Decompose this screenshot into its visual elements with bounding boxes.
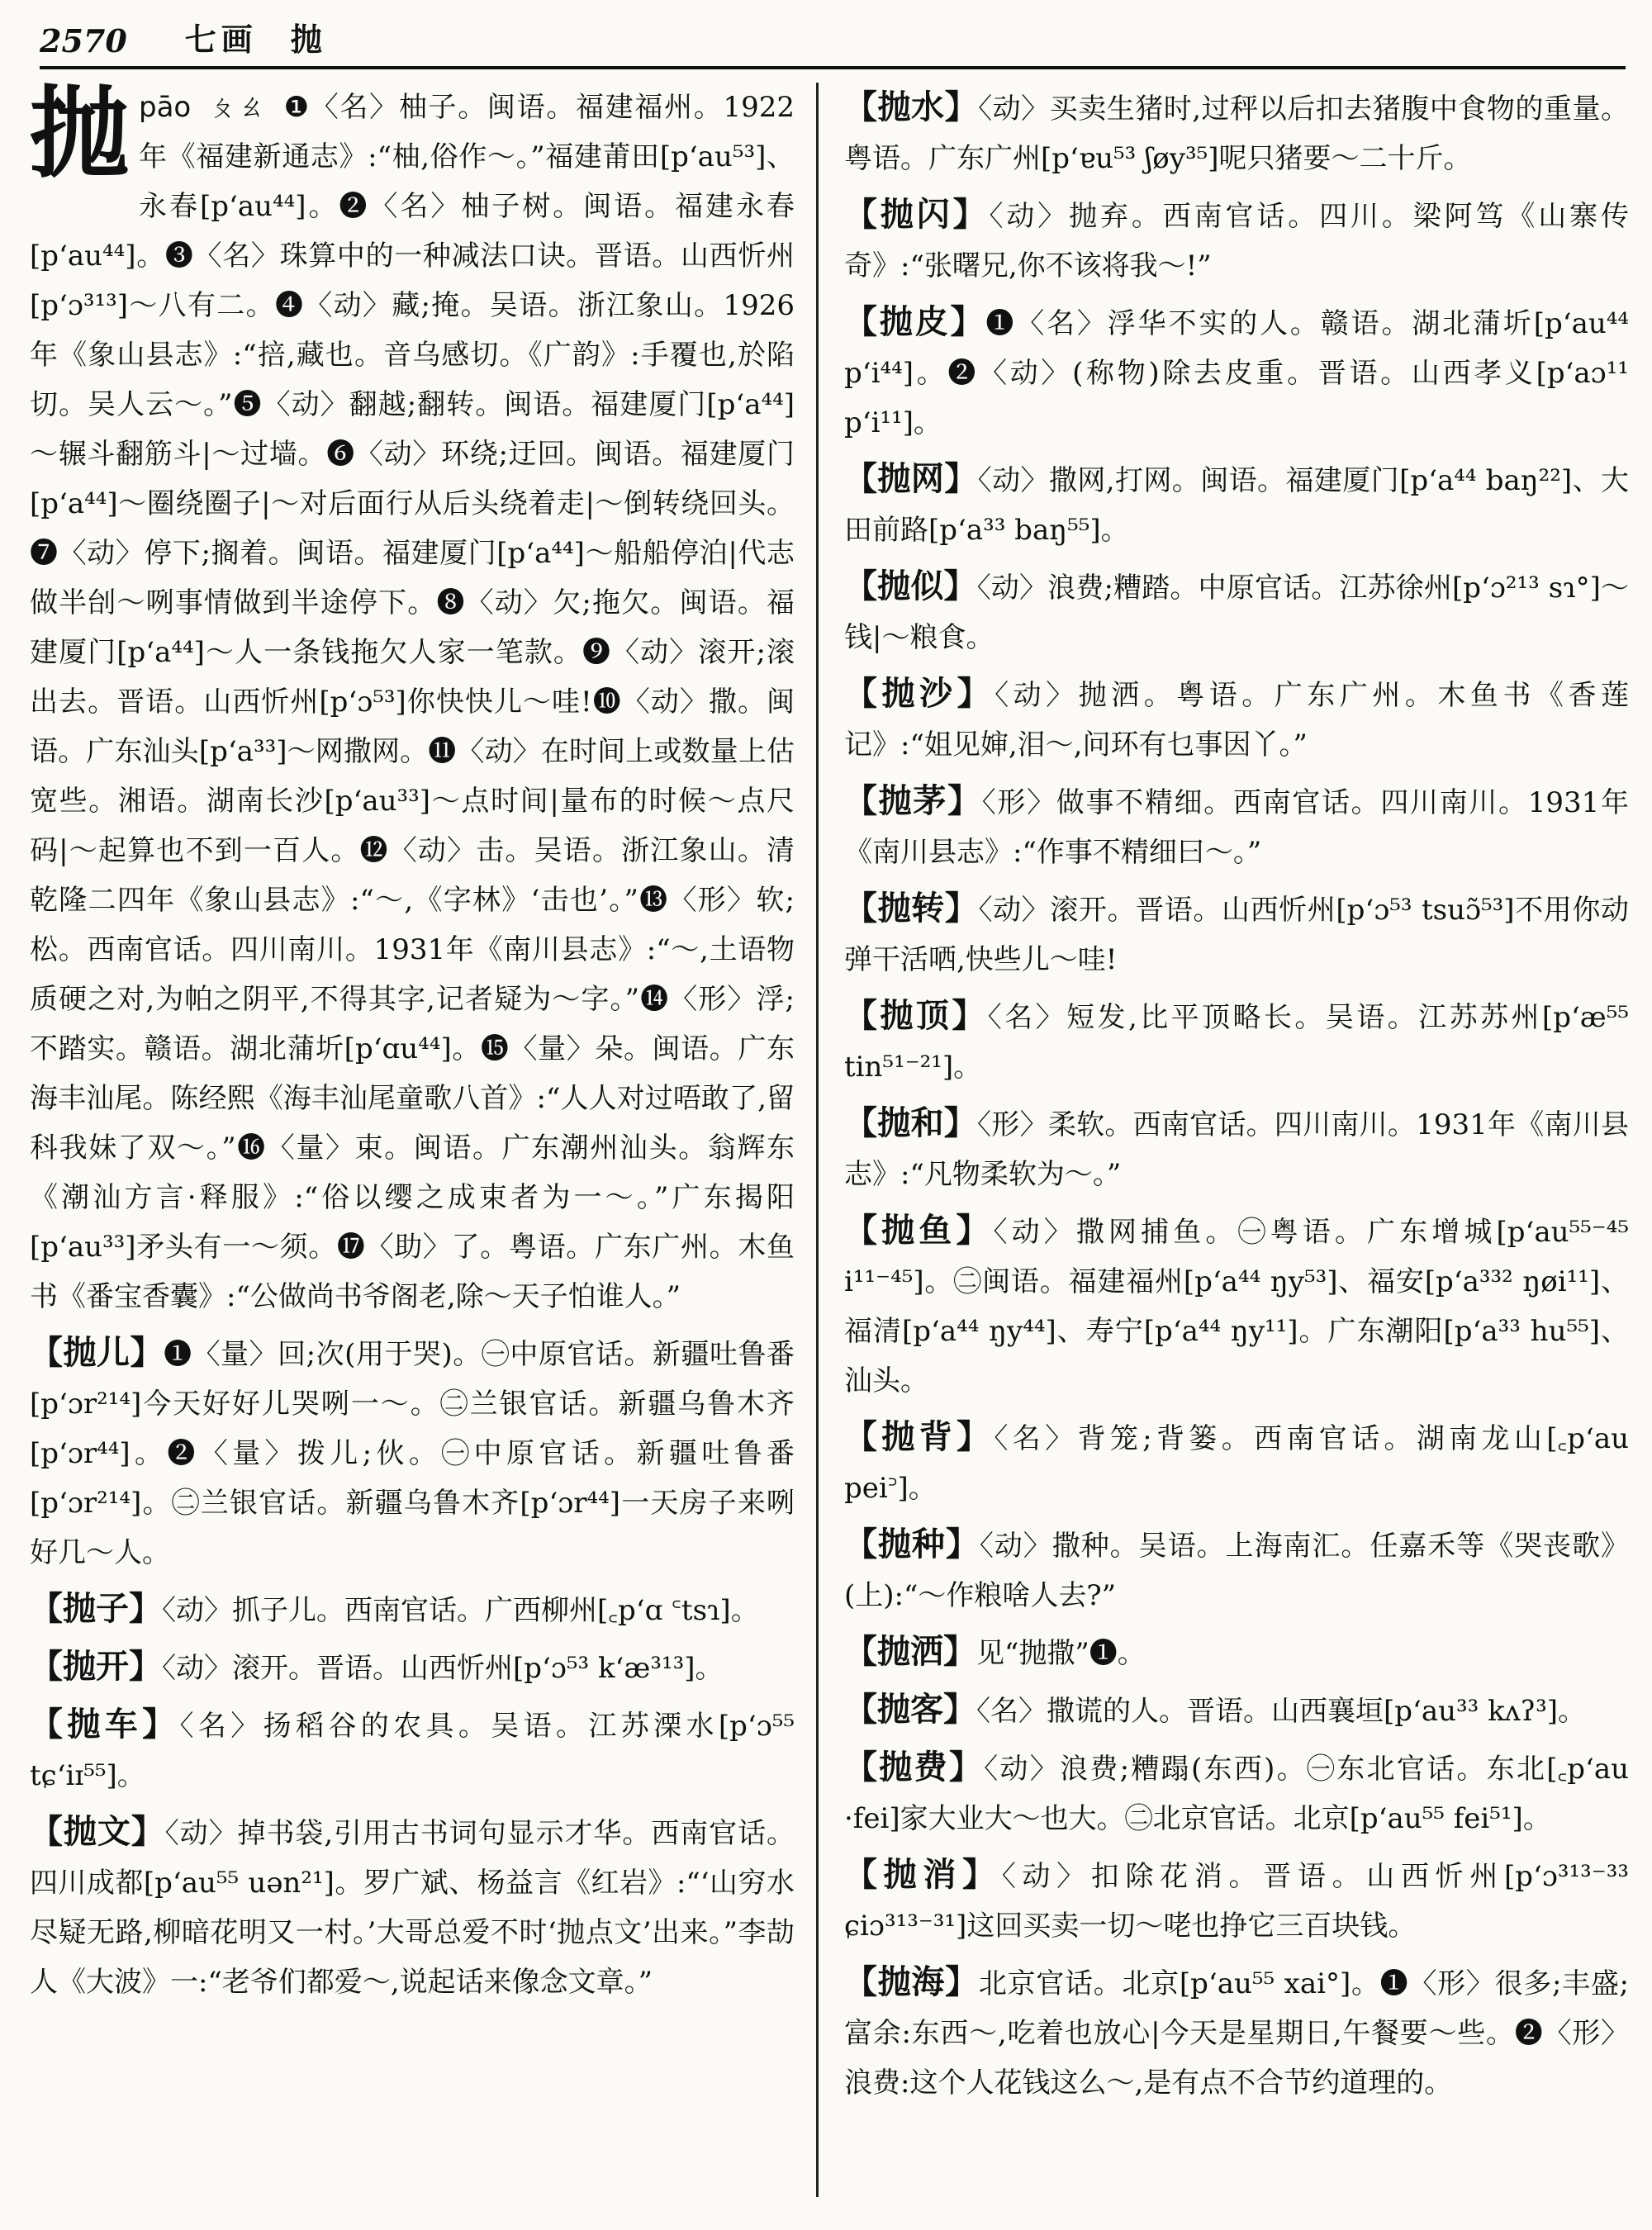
main-entry-definition: ❶〈名〉柚子。闽语。福建福州。1922年《福建新通志》:“柚,俗作～。”福建莆田[p‘au⁵³]、永春[p‘au⁴⁴]。❷〈名〉柚子树。闽语。福建永春[p‘au⁴⁴]。❸〈名〉珠算中的一种减法口诀。晋语。山西忻州[p‘ɔ³¹³]～八有二。❹〈动〉藏;掩。吴语。浙江象山。1926年《象山县志》:“掊,藏也。音乌感切。《广韵》:手覆也,於陷切。吴人云～。”❺〈动〉翻越;翻转。闽语。福建厦门[p‘a⁴⁴]～辗斗翻筋斗|～过墙。❻〈动〉环绕;迂回。闽语。福建厦门[p‘a⁴⁴]～圈绕圈子|～对后面行从后头绕着走|～倒转绕回头。❼〈动〉停下;搁着。闽语。福建厦门[p‘a⁴⁴]～船船停泊|代志做半刣～咧事情做到半途停下。❽〈动〉欠;拖欠。闽语。福建厦门[p‘a⁴⁴]～人一条钱拖欠人家一笔款。❾〈动〉滚开;滚出去。晋语。山西忻州[p‘ɔ⁵³]你快快儿～哇!❿〈动〉撒。闽语。广东汕头[p‘a³³]～网撒网。⓫〈动〉在时间上或数量上估宽些。湘语。湖南长沙[p‘au³³]～点时间|量布的时候～点尺码|～起算也不到一百人。⓬〈动〉击。吴语。浙江象山。清乾隆二四年《象山县志》:“～,《字林》‘击也’。”⓭〈形〉软;松。西南官话。四川南川。1931年《南川县志》:“～,土语物质硬之对,为帕之阴平,不得其字,记者疑为～字。”⓮〈形〉浮;不踏实。赣语。湖北蒲圻[p‘ɑu⁴⁴]。⓯〈量〉朵。闽语。广东海丰汕尾。陈经熙《海丰汕尾童歌八首》:“人人对过唔敢了,留科我妹了双～。”⓰〈量〉束。闽语。广东潮州汕头。翁辉东《潮汕方言·释服》:“俗以缨之成束者为一～。”广东揭阳[p‘au³³]矛头有一～须。⓱〈助〉了。粤语。广东广州。木鱼书《番宝香囊》:“公做尚书爷阁老,除～天子怕谁人。” [30, 91, 795, 1313]
dictionary-entry [844, 1627, 1629, 1678]
entry-definition: 〈动〉浪费;糟蹋(东西)。㊀东北官话。东北[꜀p‘au ·fei]家大业大～也大。㊁北京官话。北京[p‘au⁵⁵ fei⁵¹]。 [844, 1753, 1629, 1835]
dictionary-entry [30, 1584, 795, 1635]
dictionary-entry [844, 1412, 1629, 1513]
dictionary-entry [844, 1206, 1629, 1406]
dictionary-entry [844, 776, 1629, 877]
entry-headword: 【抛车】 [30, 1705, 180, 1744]
dictionary-entry [844, 991, 1629, 1092]
dictionary-entry [844, 1743, 1629, 1843]
dictionary-entry [30, 1807, 795, 2007]
entry-headword: 【抛背】 [844, 1417, 995, 1456]
entry-definition: ❶〈量〉回;次(用于哭)。㊀中原官话。新疆吐鲁番[p‘ɔr²¹⁴]今天好好儿哭咧一～。㊁兰银官话。新疆乌鲁木齐[p‘ɔr⁴⁴]。❷〈量〉拨儿;伙。㊀中原官话。新疆吐鲁番[p‘ɔr²¹⁴]。㊁兰银官话。新疆乌鲁木齐[p‘ɔr⁴⁴]一天房子来咧好几～人。 [30, 1338, 795, 1569]
left-column [30, 83, 795, 2205]
entry-definition: 〈动〉撒种。吴语。上海南汇。任嘉禾等《哭丧歌》(上):“～作粮啥人去?” [844, 1530, 1629, 1612]
main-entry [30, 83, 795, 1321]
entry-headword: 【抛茅】 [844, 781, 982, 820]
entry-definition: 〈动〉撒网捕鱼。㊀粤语。广东增城[p‘au⁵⁵⁻⁴⁵ i¹¹⁻⁴⁵]。㊁闽语。福建福州[p‘a⁴⁴ ŋy⁵³]、福安[p‘a³³² ŋøi¹¹]、福清[p‘a⁴⁴ ŋy⁴⁴]、寿宁[p‘a⁴⁴ ŋy¹¹]。广东潮阳[p‘a³³ hu⁵⁵]、汕头。 [844, 1216, 1629, 1397]
dictionary-entry [30, 1328, 795, 1578]
dictionary-entry [844, 562, 1629, 662]
right-entry-list [844, 83, 1629, 2108]
page-number: 2570 [40, 22, 127, 59]
running-header [40, 20, 1626, 69]
entry-definition: 〈动〉滚开。晋语。山西忻州[p‘ɔ⁵³ k‘æ³¹³]。 [162, 1652, 724, 1685]
dictionary-entry [844, 1520, 1629, 1620]
right-column [844, 83, 1629, 2205]
entry-definition: 〈动〉浪费;糟踏。中原官话。江苏徐州[p‘ɔ²¹³ sɿ°]～钱|～粮食。 [844, 572, 1629, 654]
entry-headword: 【抛儿】 [30, 1333, 164, 1372]
main-entry-character: 抛 [30, 83, 129, 192]
dictionary-entry [844, 1685, 1629, 1736]
entry-headword: 【抛顶】 [844, 996, 988, 1035]
dictionary-entry [844, 1098, 1629, 1199]
entry-headword: 【抛客】 [844, 1690, 976, 1729]
entry-headword: 【抛洒】 [844, 1632, 976, 1671]
dictionary-entry [844, 83, 1629, 183]
entry-definition: 〈动〉抛洒。粤语。广东广州。木鱼书《香莲记》:“姐见婶,泪～,问环有乜事因丫。” [844, 679, 1629, 762]
entry-definition: 〈动〉抓子儿。西南官话。广西柳州[꜀p‘ɑ ꜂tsɿ]。 [162, 1594, 759, 1627]
entry-headword: 【抛和】 [844, 1103, 978, 1142]
entry-headword: 【抛消】 [844, 1855, 1002, 1894]
entry-definition: 〈动〉买卖生猪时,过秤以后扣去猪腹中食物的重量。粤语。广东广州[p‘ɐu⁵³ ʃøy³⁵]呢只猪要～二十斤。 [844, 93, 1629, 175]
dictionary-entry [844, 1850, 1629, 1951]
dictionary-entry [844, 884, 1629, 985]
entry-definition: 〈名〉背笼;背篓。西南官话。湖南龙山[꜀p‘au pei꜄]。 [844, 1422, 1629, 1505]
entry-headword: 【抛文】 [30, 1812, 165, 1851]
dictionary-entry [844, 1957, 1629, 2108]
column-divider [816, 83, 819, 2197]
dictionary-entry [30, 1642, 795, 1693]
entry-definition: 〈动〉抛弃。西南官话。四川。梁阿笃《山寨传奇》:“张曙兄,你不该将我～!” [844, 200, 1629, 282]
main-entry-zhuyin: ㄆㄠ [207, 91, 268, 124]
entry-definition: 〈形〉柔软。西南官话。四川南川。1931年《南川县志》:“凡物柔软为～。” [844, 1108, 1629, 1191]
entry-headword: 【抛海】 [844, 1962, 979, 2001]
header-character: 抛 [290, 21, 322, 58]
dictionary-entry [844, 190, 1629, 291]
dictionary-entry [844, 297, 1629, 448]
entry-headword: 【抛闪】 [844, 195, 990, 234]
dictionary-entry [844, 454, 1629, 555]
entry-definition: 〈动〉扣除花消。晋语。山西忻州[p‘ɔ³¹³⁻³³ ɕiɔ³¹³⁻³¹]这回买卖一切～咾也挣它三百块钱。 [844, 1860, 1629, 1943]
entry-headword: 【抛似】 [844, 567, 977, 605]
entry-definition: 〈名〉扬稻谷的农具。吴语。江苏溧水[p‘ɔ⁵⁵ tɕ‘iɪ⁵⁵]。 [30, 1710, 795, 1792]
entry-definition: 〈名〉短发,比平顶略长。吴语。江苏苏州[p‘æ⁵⁵ tin⁵¹⁻²¹]。 [844, 1001, 1629, 1084]
entry-definition: ❶〈名〉浮华不实的人。赣语。湖北蒲圻[p‘au⁴⁴ p‘i⁴⁴]。❷〈动〉(称物)除去皮重。晋语。山西孝义[p‘aɔ¹¹ p‘i¹¹]。 [844, 307, 1629, 439]
entry-headword: 【抛皮】 [844, 302, 986, 341]
section-heading: 七画 [184, 21, 258, 58]
entry-definition: 〈形〉做事不精细。西南官话。四川南川。1931年《南川县志》:“作事不精细曰～。” [844, 786, 1629, 869]
entry-headword: 【抛种】 [844, 1525, 980, 1563]
entry-definition: 〈动〉撒网,打网。闽语。福建厦门[p‘a⁴⁴ baŋ²²]、大田前路[p‘a³³ baŋ⁵⁵]。 [844, 464, 1629, 547]
entry-headword: 【抛开】 [30, 1647, 162, 1686]
left-entry-list [30, 1328, 795, 2007]
entry-definition: 〈动〉滚开。晋语。山西忻州[p‘ɔ⁵³ tsuɔ̃⁵³]不用你动弹干活哂,快些儿～哇! [844, 894, 1629, 976]
entry-definition: 〈动〉掉书袋,引用古书词句显示才华。西南官话。四川成都[p‘au⁵⁵ uən²¹]。罗广斌、杨益言《红岩》:“‘山穷水尽疑无路,柳暗花明又一村。’大哥总爱不时‘抛点文’出来。”李劼人《大波》一:“老爷们都爱～,说起话来像念文章。” [30, 1817, 795, 1999]
main-entry-pinyin: pāo [139, 91, 192, 124]
entry-headword: 【抛费】 [844, 1748, 985, 1786]
entry-definition: 见“抛撒”❶。 [976, 1637, 1146, 1670]
dictionary-entry [844, 669, 1629, 770]
entry-headword: 【抛子】 [30, 1589, 162, 1628]
entry-headword: 【抛水】 [844, 88, 979, 126]
dictionary-entry [30, 1700, 795, 1801]
entry-headword: 【抛转】 [844, 889, 979, 928]
entry-headword: 【抛沙】 [844, 674, 995, 713]
entry-definition: 北京官话。北京[p‘au⁵⁵ xai°]。❶〈形〉很多;丰盛;富余:东西～,吃着也放心|今天是星期日,午餐要～些。❷〈形〉浪费:这个人花钱这么～,是有点不合节约道理的。 [844, 1967, 1629, 2100]
entry-definition: 〈名〉撒谎的人。晋语。山西襄垣[p‘au³³ kʌʔ³]。 [976, 1695, 1587, 1728]
entry-headword: 【抛网】 [844, 459, 978, 498]
entry-headword: 【抛鱼】 [844, 1211, 994, 1250]
